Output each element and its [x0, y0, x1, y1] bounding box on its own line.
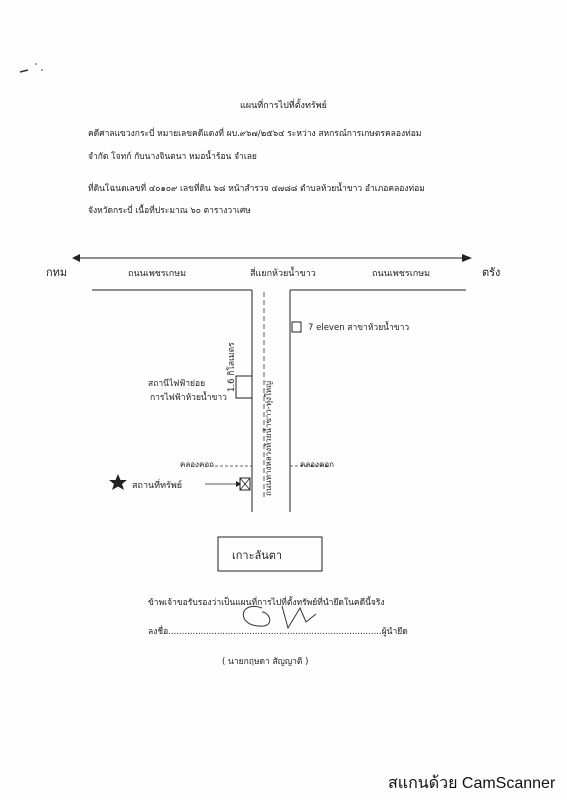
land-line-1: ที่ดินโฉนดเลขที่ ๔๐๑๐๙ เลขที่ดิน ๖๘ หน้าสำรวจ ๔๗๘๘ ตำบลห้วยน้ำขาว อำเภอคลองท่อม — [88, 184, 425, 194]
sign-suffix: ผู้นำยึด — [381, 627, 408, 637]
left-arrow-icon — [72, 254, 80, 262]
seven-eleven-box — [292, 322, 301, 332]
canal-right-label: คลองคอก — [300, 460, 334, 469]
intersection-label: สี่แยกห้วยน้ำขาว — [250, 269, 316, 279]
seven-eleven-label: 7 eleven สาขาห้วยน้ำขาว — [308, 323, 410, 333]
road-left-label: ถนนเพชรเกษม — [128, 269, 187, 279]
power-station-label-2: การไฟฟ้าห้วยน้ำขาว — [150, 393, 227, 403]
sign-dots: ............................................................................... — [168, 627, 382, 637]
direction-right-label: ตรัง — [482, 266, 501, 279]
land-line-2: จังหวัดกระบี่ เนื้อที่ประมาณ ๖๐ ตารางวาเศษ — [88, 206, 251, 216]
case-line-1: คดีศาลแขวงกระบี่ หมายเลขคดีแดงที่ ผบ.๙๖๗/๒๕๖๔ ระหว่าง สหกรณ์การเกษตรคลองท่อม — [88, 129, 422, 139]
power-station-label-1: สถานีไฟฟ้าย่อย — [148, 379, 206, 389]
signature-line — [148, 624, 408, 638]
right-arrow-icon — [462, 254, 472, 262]
star-icon — [109, 474, 127, 490]
certification-statement: ข้าพเจ้าขอรับรองว่าเป็นแผนที่การไปที่ตั้งทรัพย์ที่นำยึดในคดีนี้จริง — [148, 598, 385, 608]
sign-prefix: ลงชื่อ — [148, 627, 169, 637]
canal-left-label: คลองคอก — [180, 460, 214, 469]
signer-name: ( นายกฤษดา สัญญาติ ) — [222, 657, 309, 667]
case-line-2: จำกัด โจทก์ กับนางจินตนา หมอน้ำร้อน จำเลย — [88, 152, 257, 162]
side-road-distance: 1.6 กิโลเมตร — [227, 342, 237, 392]
document-title: แผนที่การไปที่ตั้งทรัพย์ — [240, 101, 327, 111]
side-road-name: ถนนทางหลวงห้วยน้ำขาว-ทุ่งใหญ่ — [264, 381, 273, 496]
property-label: สถานที่ทรัพย์ — [132, 481, 183, 491]
scanner-watermark: สแกนด้วย CamScanner — [388, 775, 556, 792]
direction-left-label: กทม — [46, 266, 68, 279]
road-right-label: ถนนเพชรเกษม — [372, 269, 431, 279]
ko-lanta-label: เกาะลันตา — [232, 549, 283, 562]
power-station-box — [236, 376, 252, 398]
